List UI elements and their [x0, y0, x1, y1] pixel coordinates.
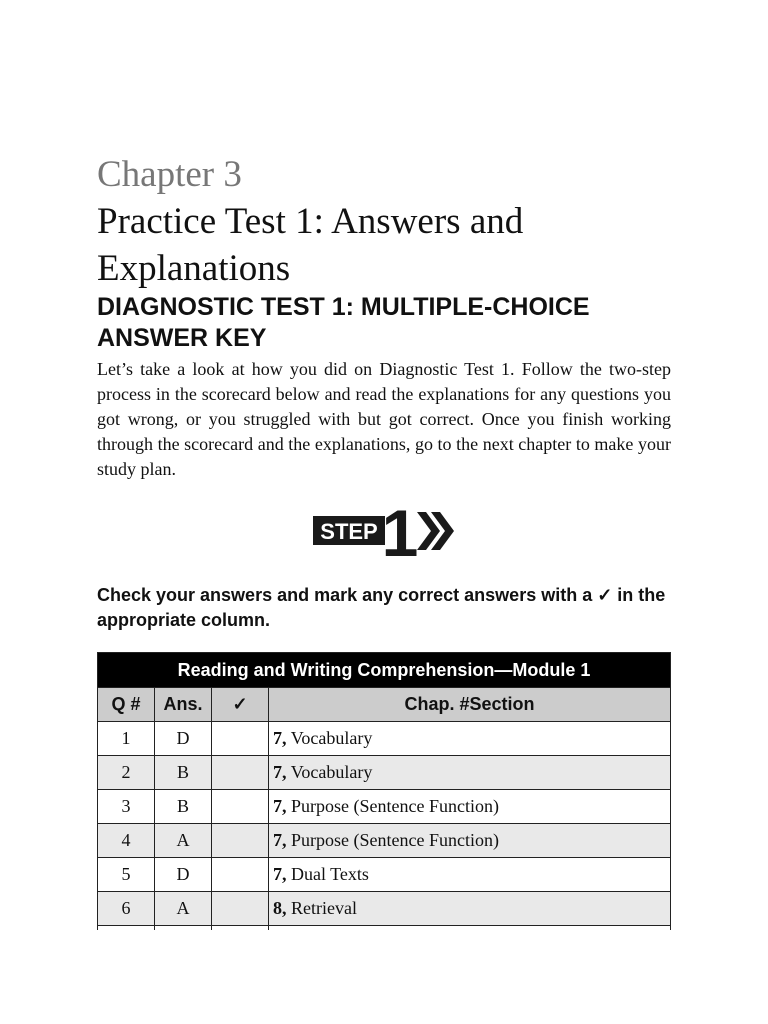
- check-cell[interactable]: [212, 858, 269, 892]
- chapter-number: 8,: [273, 898, 287, 918]
- chapter-label: Chapter 3: [97, 154, 242, 195]
- table-row: [98, 892, 671, 926]
- double-chevron-right-icon: [417, 512, 454, 550]
- section-cell: [269, 756, 671, 790]
- section-name: Retrieval: [291, 898, 357, 918]
- column-header-section: Chap. #Section: [269, 688, 671, 722]
- column-header-question: Q #: [98, 688, 155, 722]
- check-cell[interactable]: [212, 790, 269, 824]
- answer-key-table: [97, 652, 671, 930]
- check-cell[interactable]: [212, 892, 269, 926]
- step-number: 1: [381, 500, 419, 560]
- question-number: 1: [98, 722, 155, 756]
- section-cell: [269, 722, 671, 756]
- answer-letter: B: [155, 790, 212, 824]
- question-number: 6: [98, 892, 155, 926]
- check-cell[interactable]: [212, 756, 269, 790]
- table-row: [98, 722, 671, 756]
- column-header-answer: Ans.: [155, 688, 212, 722]
- answer-letter: A: [155, 892, 212, 926]
- section-name: Purpose (Sentence Function): [291, 830, 499, 850]
- step-1-badge: [313, 500, 458, 560]
- section-name: Dual Texts: [291, 864, 369, 884]
- answer-key-table-container: [97, 652, 671, 930]
- step-word: STEP: [320, 519, 378, 544]
- table-title: Reading and Writing Comprehension—Module 1: [98, 653, 671, 688]
- chapter-number: 7,: [273, 728, 287, 748]
- section-cell: [269, 892, 671, 926]
- chapter-number: 7,: [273, 830, 287, 850]
- table-row: [98, 858, 671, 892]
- check-cell[interactable]: [212, 722, 269, 756]
- instruction-text: Check your answers and mark any correct answers with a ✓ in the appropriate column.: [97, 585, 666, 630]
- section-cell: [269, 790, 671, 824]
- section-name: Purpose (Sentence Function): [291, 796, 499, 816]
- table-row: [98, 756, 671, 790]
- section-cell: [269, 824, 671, 858]
- answer-letter: B: [155, 756, 212, 790]
- table-row: [98, 790, 671, 824]
- chapter-number: 7,: [273, 796, 287, 816]
- section-heading: DIAGNOSTIC TEST 1: MULTIPLE-CHOICE ANSWER KEY: [97, 293, 590, 352]
- answer-letter: A: [155, 824, 212, 858]
- section-name: Vocabulary: [290, 728, 373, 748]
- column-header-check: ✓: [212, 688, 269, 722]
- section-cell: [269, 858, 671, 892]
- question-number: 4: [98, 824, 155, 858]
- question-number: 5: [98, 858, 155, 892]
- question-number: 3: [98, 790, 155, 824]
- answer-letter: D: [155, 722, 212, 756]
- table-row: [98, 824, 671, 858]
- answer-letter: D: [155, 858, 212, 892]
- section-name: Vocabulary: [290, 762, 373, 782]
- chapter-number: 7,: [273, 864, 287, 884]
- question-number: 2: [98, 756, 155, 790]
- check-cell[interactable]: [212, 824, 269, 858]
- chapter-number: 7,: [273, 762, 287, 782]
- chapter-title: Practice Test 1: Answers and Explanations: [97, 201, 524, 289]
- table-row-cutoff: [98, 926, 671, 931]
- intro-paragraph: Let’s take a look at how you did on Diagnostic Test 1. Follow the two-step process in the scorecard below and read the explanations for any questions you got wrong, or you struggled with but got correct. Once you finish working through the scorecard and the explanations, go to the next chapter to make your study plan.: [97, 359, 671, 479]
